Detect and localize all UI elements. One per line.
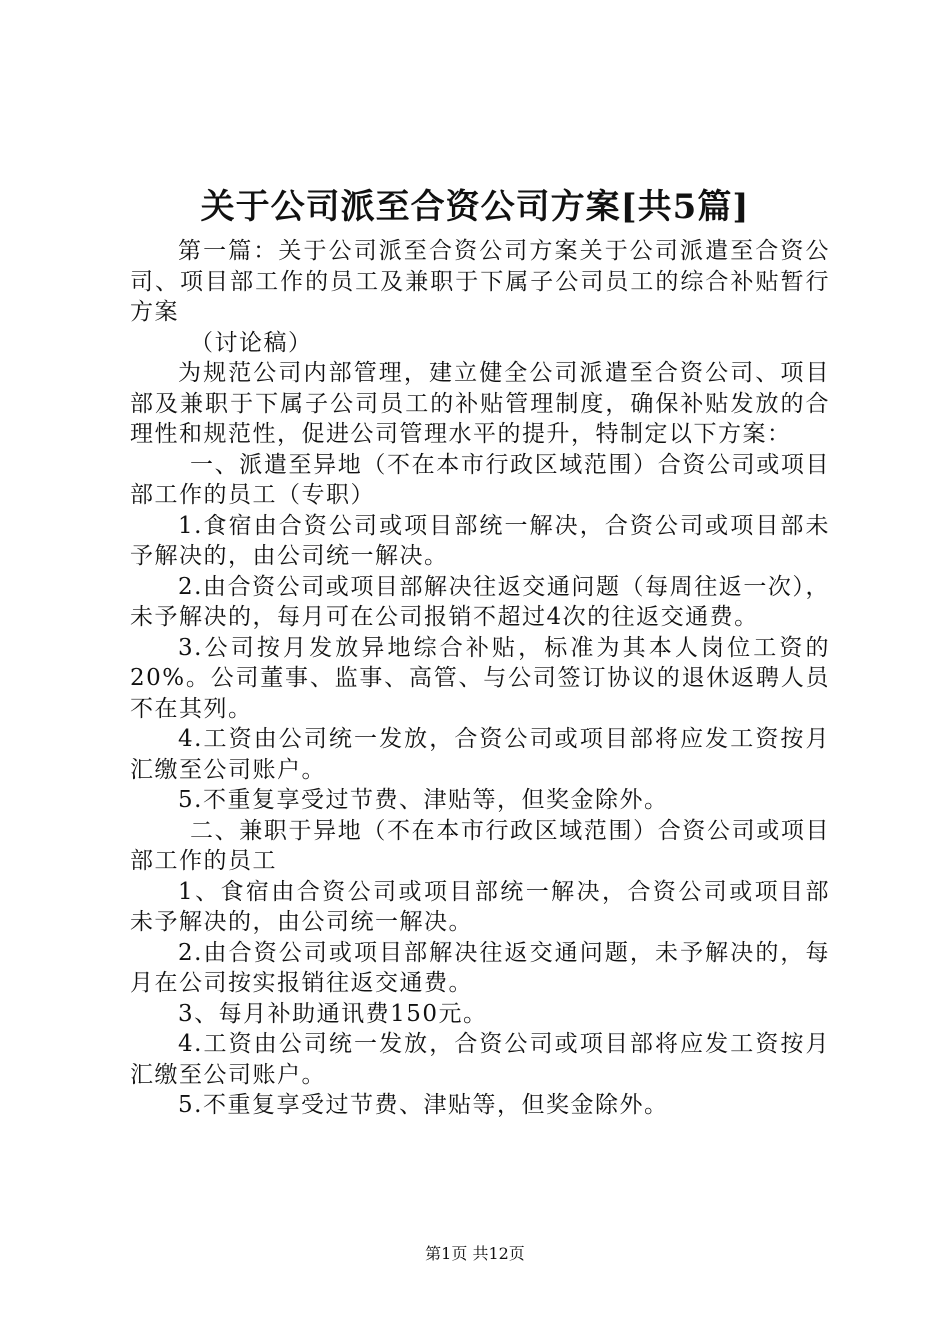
list-item: 2.由合资公司或项目部解决往返交通问题，未予解决的，每月在公司按实报销往返交通费。 bbox=[130, 939, 830, 996]
list-item: 3.公司按月发放异地综合补贴，标准为其本人岗位工资的20%。公司董事、监事、高管、与公司签订协议的退休返聘人员不在其列。 bbox=[130, 634, 830, 722]
paragraph-purpose: 为规范公司内部管理，建立健全公司派遣至合资公司、项目部及兼职于下属子公司员工的补贴管理制度，确保补贴发放的合理性和规范性，促进公司管理水平的提升，特制定以下方案： bbox=[130, 360, 830, 447]
document-body bbox=[130, 236, 830, 1121]
list-item: 2.由合资公司或项目部解决往返交通问题（每周往返一次），未予解决的，每月可在公司报销不超过4次的往返交通费。 bbox=[130, 573, 830, 630]
list-item: 4.工资由公司统一发放，合资公司或项目部将应发工资按月汇缴至公司账户。 bbox=[130, 1031, 830, 1088]
list-item: 5.不重复享受过节费、津贴等，但奖金除外。 bbox=[178, 787, 669, 813]
section-heading-1: 一、派遣至异地（不在本市行政区域范围）合资公司或项目部工作的员工（专职） bbox=[130, 451, 830, 508]
list-item: 5.不重复享受过节费、津贴等，但奖金除外。 bbox=[178, 1092, 669, 1118]
list-item: 4.工资由公司统一发放，合资公司或项目部将应发工资按月汇缴至公司账户。 bbox=[130, 726, 830, 783]
section-heading-2: 二、兼职于异地（不在本市行政区域范围）合资公司或项目部工作的员工 bbox=[130, 817, 830, 874]
list-item: 1.食宿由合资公司或项目部统一解决，合资公司或项目部未予解决的，由公司统一解决。 bbox=[130, 512, 830, 569]
list-item: 3、每月补助通讯费150元。 bbox=[178, 1000, 488, 1027]
paragraph-intro: 第一篇：关于公司派至合资公司方案关于公司派遣至合资公司、项目部工作的员工及兼职于下属子公司员工的综合补贴暂行方案 bbox=[130, 238, 830, 325]
page-number-footer: 第1页 共12页 bbox=[425, 1244, 525, 1263]
document-title: 关于公司派至合资公司方案[共5篇] bbox=[200, 187, 750, 227]
list-item: 1、食宿由合资公司或项目部统一解决，合资公司或项目部未予解决的，由公司统一解决。 bbox=[130, 878, 830, 935]
paragraph-draft-note: （讨论稿） bbox=[190, 329, 313, 356]
